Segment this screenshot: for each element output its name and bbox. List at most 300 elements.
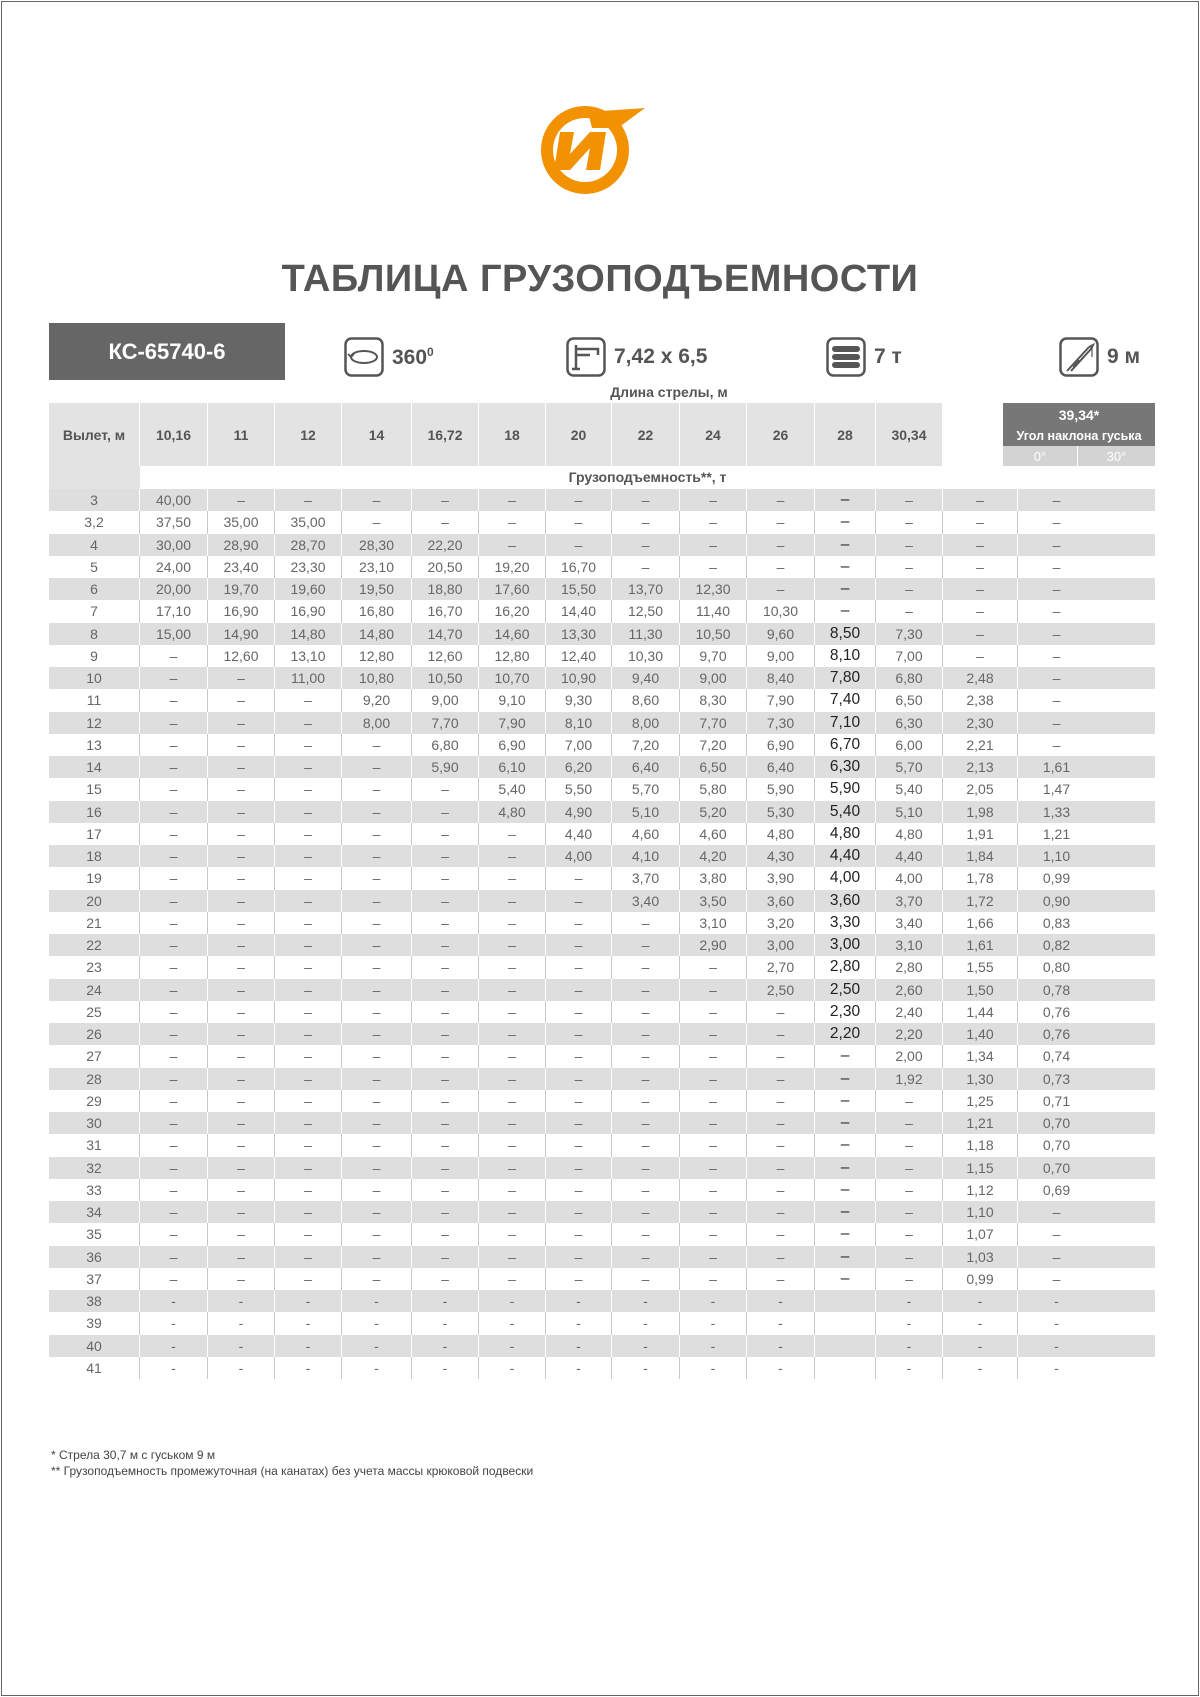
capacity-cell: – (479, 1134, 546, 1156)
capacity-cell: 4,30 (747, 845, 815, 867)
table-row (49, 934, 1155, 956)
capacity-cell: 40,00 (140, 489, 208, 511)
reach-cell: 13 (49, 734, 140, 756)
capacity-cell: – (140, 890, 208, 912)
capacity-cell: – (747, 1246, 815, 1268)
capacity-cell: – (1052, 1270, 1061, 1287)
capacity-cell: 16,90 (208, 600, 275, 622)
capacity-cell: - (612, 1312, 680, 1334)
capacity-cell: – (412, 867, 479, 889)
capacity-cell: – (546, 1223, 612, 1245)
capacity-cell: 6,70 (815, 734, 876, 756)
capacity-cell: 0,70 (1042, 1159, 1071, 1176)
table-row (49, 956, 1155, 978)
capacity-cell: 6,00 (876, 734, 943, 756)
boom-length-header: 28 (815, 403, 876, 466)
capacity-cell: - (546, 1290, 612, 1312)
capacity-cell: – (342, 867, 412, 889)
capacity-cell: – (275, 845, 342, 867)
capacity-cell: – (412, 1045, 479, 1067)
table-header (49, 403, 1155, 466)
capacity-cell: 12,30 (680, 578, 747, 600)
capacity-cell: – (140, 645, 208, 667)
capacity-cell: 23,10 (342, 556, 412, 578)
capacity-cell: 1,92 (876, 1068, 943, 1090)
capacity-cell: 18,80 (412, 578, 479, 600)
capacity-cell: 5,40 (479, 778, 546, 800)
capacity-cell: 4,00 (546, 845, 612, 867)
capacity-cell: – (943, 578, 1018, 600)
capacity-cell: 3,40 (612, 890, 680, 912)
capacity-cell: – (479, 823, 546, 845)
capacity-cell: - (1054, 1337, 1059, 1354)
reach-cell: 25 (49, 1001, 140, 1023)
capacity-cell: - (680, 1357, 747, 1379)
capacity-cell: – (342, 734, 412, 756)
boom-length-header: 20 (546, 403, 612, 466)
capacity-cell: – (140, 1268, 208, 1290)
capacity-cell: 7,10 (815, 712, 876, 734)
capacity-cell: 7,20 (612, 734, 680, 756)
capacity-cell: 3,00 (815, 934, 876, 956)
capacity-cell: – (815, 1223, 876, 1245)
capacity-cell: – (208, 734, 275, 756)
capacity-cell: 5,70 (612, 778, 680, 800)
capacity-cell: – (275, 890, 342, 912)
model-label: КС-65740-6 (108, 338, 226, 364)
table-row (49, 1246, 1155, 1268)
capacity-cell: – (208, 956, 275, 978)
capacity-cell: – (612, 1157, 680, 1179)
capacity-cell: – (140, 845, 208, 867)
capacity-cell: 17,10 (140, 600, 208, 622)
capacity-cell: - (943, 1335, 1018, 1357)
reach-cell: 12 (49, 712, 140, 734)
capacity-cell: – (140, 1223, 208, 1245)
capacity-cell: 11,00 (275, 667, 342, 689)
capacity-cell: – (943, 511, 1018, 533)
table-row (49, 534, 1155, 556)
capacity-cell: – (342, 1157, 412, 1179)
capacity-cell: – (1052, 514, 1061, 531)
capacity-cell: 20,50 (412, 556, 479, 578)
capacity-cell: – (342, 1201, 412, 1223)
table-row (49, 1001, 1155, 1023)
capacity-cell: - (342, 1335, 412, 1357)
capacity-cell: 28,30 (342, 534, 412, 556)
capacity-cell: 1,44 (943, 1001, 1018, 1023)
capacity-cell: 7,00 (546, 734, 612, 756)
capacity-cell: – (140, 912, 208, 934)
table-row (49, 1335, 1155, 1357)
capacity-cell: – (140, 1023, 208, 1045)
capacity-cell: – (815, 1068, 876, 1090)
capacity-cell: 1,61 (1042, 759, 1071, 775)
capacity-cell: 7,90 (479, 712, 546, 734)
capacity-cell: – (342, 823, 412, 845)
capacity-cell: – (680, 489, 747, 511)
capacity-cell: – (208, 1068, 275, 1090)
capacity-cell: – (612, 912, 680, 934)
capacity-cell: – (342, 1023, 412, 1045)
capacity-cell: – (747, 1001, 815, 1023)
capacity-cell: – (876, 1246, 943, 1268)
capacity-cell: - (943, 1290, 1018, 1312)
capacity-cell: – (546, 890, 612, 912)
capacity-cell: – (479, 1223, 546, 1245)
capacity-cell: 17,60 (479, 578, 546, 600)
reach-cell: 15 (49, 778, 140, 800)
reach-cell: 6 (49, 578, 140, 600)
capacity-cell: – (680, 1001, 747, 1023)
capacity-cell: – (876, 511, 943, 533)
capacity-cell: – (943, 489, 1018, 511)
reach-cell: 20 (49, 890, 140, 912)
capacity-cell: – (612, 1134, 680, 1156)
table-row (49, 578, 1155, 600)
capacity-cell: – (612, 979, 680, 1001)
capacity-cell: 0,80 (1042, 959, 1071, 976)
capacity-cell: – (140, 778, 208, 800)
capacity-cell: 6,80 (412, 734, 479, 756)
capacity-cell: 12,80 (479, 645, 546, 667)
capacity-cell: – (208, 1112, 275, 1134)
reach-cell: 4 (49, 534, 140, 556)
capacity-cell: 7,40 (815, 689, 876, 711)
capacity-cell: 2,20 (876, 1023, 943, 1045)
capacity-cell: 23,40 (208, 556, 275, 578)
table-row (49, 667, 1155, 689)
capacity-cell: – (680, 1112, 747, 1134)
capacity-cell: – (208, 845, 275, 867)
capacity-cell: – (208, 934, 275, 956)
capacity-cell: – (479, 934, 546, 956)
capacity-cell: 2,00 (876, 1045, 943, 1067)
jib-header: 39,34* (1003, 403, 1155, 426)
table-row (49, 1157, 1155, 1179)
capacity-cell: 1,78 (943, 867, 1018, 889)
capacity-cell: – (747, 1023, 815, 1045)
capacity-cell: – (612, 1112, 680, 1134)
capacity-cell: – (612, 1201, 680, 1223)
capacity-cell: 15,00 (140, 623, 208, 645)
capacity-cell: 22,20 (412, 534, 479, 556)
capacity-cell: – (479, 979, 546, 1001)
capacity-cell: 5,90 (412, 756, 479, 778)
capacity-cell: 11,30 (612, 623, 680, 645)
capacity-cell: 0,90 (1042, 892, 1071, 909)
capacity-cell: – (140, 1068, 208, 1090)
company-logo (530, 92, 650, 204)
capacity-cell: 16,90 (275, 600, 342, 622)
capacity-cell: – (140, 1157, 208, 1179)
capacity-cell: – (815, 1268, 876, 1290)
capacity-cell: – (140, 689, 208, 711)
capacity-cell: – (815, 511, 876, 533)
capacity-cell: – (275, 1246, 342, 1268)
reach-header: Вылет, м (49, 403, 140, 466)
capacity-cell: – (342, 1001, 412, 1023)
table-row (49, 1201, 1155, 1223)
capacity-cell: - (140, 1357, 208, 1379)
capacity-cell: – (612, 956, 680, 978)
capacity-cell: 6,30 (876, 712, 943, 734)
capacity-cell: 9,70 (680, 645, 747, 667)
capacity-cell: 13,30 (546, 623, 612, 645)
reach-cell: 3,2 (49, 511, 140, 533)
capacity-cell: 10,50 (412, 667, 479, 689)
table-body (49, 489, 1155, 1379)
capacity-cell: – (342, 1045, 412, 1067)
capacity-cell: – (342, 1112, 412, 1134)
capacity-cell: – (546, 1112, 612, 1134)
table-row (49, 1045, 1155, 1067)
capacity-cell: 5,10 (876, 801, 943, 823)
capacity-cell: 6,10 (479, 756, 546, 778)
boom-length-header: 10,16 (140, 403, 208, 466)
capacity-cell: 6,30 (815, 756, 876, 778)
table-row (49, 1312, 1155, 1334)
capacity-cell: – (140, 1201, 208, 1223)
capacity-cell: 8,50 (815, 623, 876, 645)
capacity-cell: – (275, 756, 342, 778)
capacity-cell: 7,00 (876, 645, 943, 667)
capacity-cell: 3,20 (747, 912, 815, 934)
table-row (49, 645, 1155, 667)
capacity-cell: 1,33 (1042, 803, 1071, 820)
capacity-cell: 1,15 (943, 1157, 1018, 1179)
capacity-cell: – (208, 1045, 275, 1067)
capacity-cell: – (612, 534, 680, 556)
capacity-cell: - (747, 1335, 815, 1357)
capacity-cell: – (680, 1179, 747, 1201)
capacity-cell: 5,40 (815, 801, 876, 823)
jib-angle-header: Угол наклона гуська (1003, 426, 1155, 446)
capacity-cell: 24,00 (140, 556, 208, 578)
capacity-cell: 7,80 (815, 667, 876, 689)
capacity-cell: 10,30 (612, 645, 680, 667)
capacity-cell: - (479, 1312, 546, 1334)
capacity-cell: 1,07 (943, 1223, 1018, 1245)
capacity-cell: – (342, 845, 412, 867)
rotation-icon (344, 337, 384, 377)
capacity-cell: 2,48 (943, 667, 1018, 689)
capacity-cell: 19,50 (342, 578, 412, 600)
capacity-cell: – (275, 734, 342, 756)
capacity-cell: 4,10 (612, 845, 680, 867)
capacity-cell: – (815, 578, 876, 600)
capacity-cell: – (275, 1157, 342, 1179)
capacity-cell: – (479, 1246, 546, 1268)
capacity-cell: - (208, 1335, 275, 1357)
capacity-cell: 1,10 (943, 1201, 1018, 1223)
boom-length-header: 24 (680, 403, 747, 466)
capacity-cell: – (680, 511, 747, 533)
capacity-cell: – (612, 1179, 680, 1201)
capacity-cell: – (342, 1246, 412, 1268)
table-row (49, 712, 1155, 734)
capacity-cell: – (342, 489, 412, 511)
capacity-cell: 37,50 (140, 511, 208, 533)
capacity-cell: – (208, 823, 275, 845)
reach-cell: 11 (49, 689, 140, 711)
capacity-cell: – (612, 1001, 680, 1023)
capacity-cell: 7,70 (412, 712, 479, 734)
capacity-cell: 12,50 (612, 600, 680, 622)
capacity-cell (815, 1290, 876, 1312)
capacity-cell: – (815, 1246, 876, 1268)
capacity-cell: 1,84 (943, 845, 1018, 867)
capacity-cell: – (479, 1001, 546, 1023)
capacity-cell: 14,70 (412, 623, 479, 645)
capacity-cell: – (342, 1268, 412, 1290)
capacity-cell: – (342, 1223, 412, 1245)
capacity-cell: – (1052, 536, 1061, 553)
capacity-cell: – (546, 1201, 612, 1223)
capacity-cell: – (479, 489, 546, 511)
capacity-cell: 0,99 (943, 1268, 1018, 1290)
capacity-cell: 2,21 (943, 734, 1018, 756)
capacity-cell: 5,40 (876, 778, 943, 800)
capacity-cell: – (208, 1268, 275, 1290)
capacity-cell: 1,12 (943, 1179, 1018, 1201)
capacity-cell: - (1054, 1315, 1059, 1332)
capacity-cell: – (342, 934, 412, 956)
capacity-cell: – (342, 1090, 412, 1112)
capacity-cell: - (275, 1290, 342, 1312)
capacity-cell: - (876, 1335, 943, 1357)
capacity-cell: – (876, 1223, 943, 1245)
capacity-cell: – (412, 890, 479, 912)
jib-angle-30: 30° (1078, 446, 1155, 466)
capacity-cell: – (546, 1090, 612, 1112)
capacity-cell: – (680, 1157, 747, 1179)
capacity-cell: – (943, 623, 1018, 645)
capacity-cell: - (412, 1357, 479, 1379)
capacity-cell: – (140, 734, 208, 756)
capacity-cell: – (342, 511, 412, 533)
outrigger-icon (566, 337, 606, 377)
capacity-cell: – (140, 667, 208, 689)
capacity-cell: 14,90 (208, 623, 275, 645)
capacity-cell: – (546, 511, 612, 533)
capacity-cell: – (1052, 1226, 1061, 1243)
capacity-cell: 5,30 (747, 801, 815, 823)
capacity-cell: – (140, 1045, 208, 1067)
capacity-cell: – (208, 756, 275, 778)
capacity-cell: 4,00 (815, 867, 876, 889)
capacity-cell: 23,30 (275, 556, 342, 578)
capacity-cell: 0,70 (1042, 1137, 1071, 1154)
capacity-cell: 2,30 (815, 1001, 876, 1023)
capacity-cell: – (140, 1134, 208, 1156)
capacity-cell: – (815, 489, 876, 511)
capacity-cell: – (747, 1179, 815, 1201)
reach-cell: 5 (49, 556, 140, 578)
table-row (49, 1268, 1155, 1290)
capacity-cell: - (275, 1357, 342, 1379)
table-row (49, 890, 1155, 912)
capacity-cell: – (546, 934, 612, 956)
capacity-cell: – (747, 534, 815, 556)
capacity-cell: 8,40 (747, 667, 815, 689)
capacity-cell: 7,30 (747, 712, 815, 734)
table-row (49, 979, 1155, 1001)
capacity-cell: – (815, 1045, 876, 1067)
spec-outriggers (566, 338, 707, 376)
capacity-cell: – (876, 600, 943, 622)
capacity-cell: – (275, 1268, 342, 1290)
capacity-cell: - (479, 1290, 546, 1312)
capacity-cell: 1,61 (943, 934, 1018, 956)
capacity-cell: – (208, 890, 275, 912)
capacity-cell: 30,00 (140, 534, 208, 556)
capacity-cell: 28,70 (275, 534, 342, 556)
boom-length-header: 18 (479, 403, 546, 466)
capacity-cell: 19,70 (208, 578, 275, 600)
capacity-cell: – (342, 756, 412, 778)
capacity-cell: - (412, 1290, 479, 1312)
capacity-cell: 10,50 (680, 623, 747, 645)
reach-cell: 17 (49, 823, 140, 845)
capacity-cell: – (943, 534, 1018, 556)
capacity-cell: – (747, 1201, 815, 1223)
table-row (49, 1179, 1155, 1201)
capacity-cell: – (680, 1223, 747, 1245)
capacity-cell: – (208, 1179, 275, 1201)
table-row (49, 867, 1155, 889)
capacity-cell: 2,90 (680, 934, 747, 956)
capacity-cell: 1,30 (943, 1068, 1018, 1090)
boom-length-caption: Длина стрелы, м (610, 384, 728, 400)
capacity-cell: – (747, 556, 815, 578)
capacity-cell: 7,30 (876, 623, 943, 645)
capacity-cell: 3,60 (747, 890, 815, 912)
capacity-cell: 10,70 (479, 667, 546, 689)
capacity-cell: 3,60 (815, 890, 876, 912)
capacity-cell: 4,80 (876, 823, 943, 845)
capacity-cell: 4,90 (546, 801, 612, 823)
capacity-cell: – (1052, 603, 1061, 620)
capacity-cell: 14,80 (275, 623, 342, 645)
capacity-cell: - (479, 1357, 546, 1379)
capacity-cell: 12,60 (208, 645, 275, 667)
capacity-cell: – (546, 1045, 612, 1067)
boom-length-header: 12 (275, 403, 342, 466)
capacity-cell: 9,00 (747, 645, 815, 667)
capacity-cell: – (275, 1045, 342, 1067)
capacity-cell: – (140, 801, 208, 823)
capacity-cell: - (140, 1290, 208, 1312)
capacity-cell: - (680, 1290, 747, 1312)
capacity-cell: – (275, 1179, 342, 1201)
spec-counterweight-value: 7 т (874, 345, 902, 368)
capacity-cell: 0,83 (1042, 914, 1071, 931)
capacity-cell: – (876, 556, 943, 578)
capacity-cell: – (275, 823, 342, 845)
reach-cell: 38 (49, 1290, 140, 1312)
capacity-cell: – (275, 1223, 342, 1245)
capacity-cell: – (208, 979, 275, 1001)
capacity-cell: 1,21 (943, 1112, 1018, 1134)
capacity-cell: 16,20 (479, 600, 546, 622)
capacity-cell: – (342, 956, 412, 978)
capacity-cell: 1,50 (943, 979, 1018, 1001)
capacity-cell: – (208, 1246, 275, 1268)
table-row (49, 1068, 1155, 1090)
capacity-cell: – (1052, 736, 1061, 753)
capacity-cell: – (140, 867, 208, 889)
